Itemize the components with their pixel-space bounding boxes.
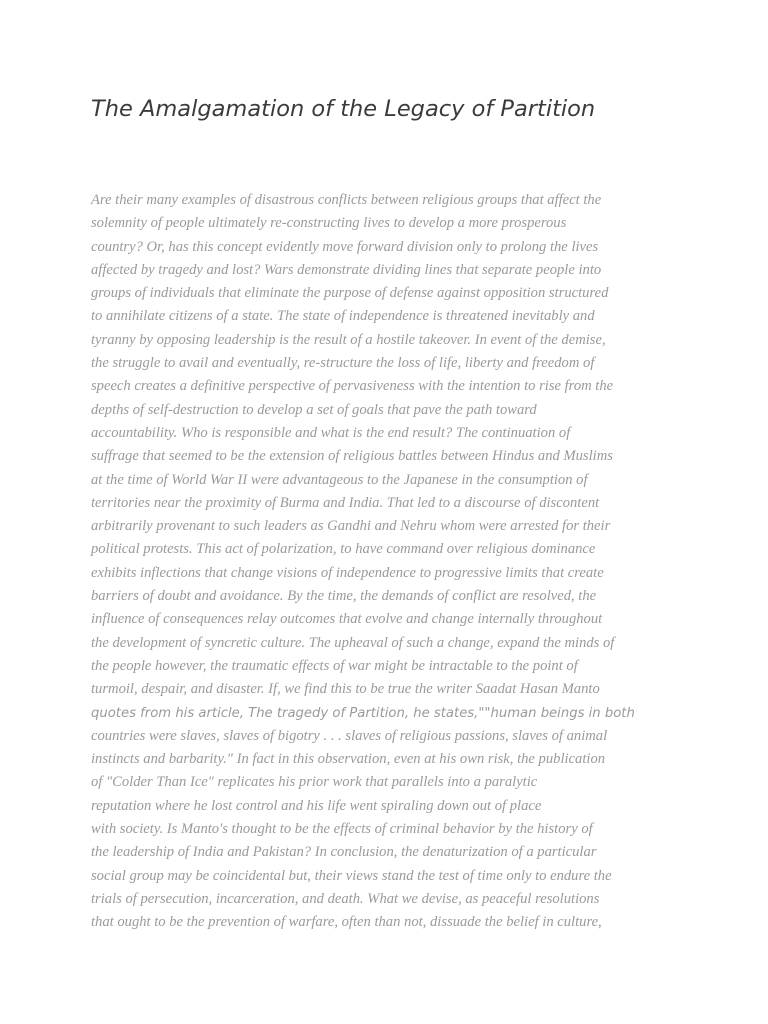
- paragraph-line: reputation where he lost control and his life went spiraling down out of place: [91, 797, 542, 814]
- paragraph-line: of "Colder Than Ice" replicates his prior work that parallels into a paralytic: [91, 774, 538, 791]
- paragraph-line: the struggle to avail and eventually, re-structure the loss of life, liberty and freedom of: [91, 355, 595, 372]
- paragraph-line: the people however, the traumatic effects of war might be intractable to the point of: [91, 657, 578, 674]
- document-title: The Amalgamation of the Legacy of Partition: [91, 96, 596, 122]
- paragraph-line: depths of self-destruction to develop a set of goals that pave the path toward: [91, 401, 537, 418]
- paragraph-line: affected by tragedy and lost? Wars demonstrate dividing lines that separate people into: [91, 261, 602, 278]
- paragraph-line: to annihilate citizens of a state. The state of independence is threatened inevitably and: [91, 308, 595, 325]
- paragraph-line: solemnity of people ultimately re-constructing lives to develop a more prosperous: [91, 215, 567, 232]
- paragraph-line: accountability. Who is responsible and what is the end result? The continuation of: [91, 424, 571, 441]
- paragraph-line: influence of consequences relay outcomes that evolve and change internally throughout: [91, 611, 603, 628]
- paragraph-line: countries were slaves, slaves of bigotry . . . slaves of religious passions, slaves of animal: [91, 727, 608, 744]
- paragraph-line: speech creates a definitive perspective of pervasiveness with the intention to rise from the: [91, 378, 614, 395]
- paragraph-line: tyranny by opposing leadership is the result of a hostile takeover. In event of the demise,: [91, 331, 606, 348]
- paragraph-line: trials of persecution, incarceration, and death. What we devise, as peaceful resolutions: [91, 890, 600, 907]
- paragraph-line: Are their many examples of disastrous conflicts between religious groups that affect the: [91, 192, 602, 208]
- paragraph-line: the development of syncretic culture. The upheaval of such a change, expand the minds of: [91, 634, 615, 651]
- paragraph-line: arbitrarily provenant to such leaders as Gandhi and Nehru whom were arrested for their: [91, 518, 611, 535]
- paragraph-line: country? Or, has this concept evidently move forward division only to prolong the lives: [91, 238, 599, 255]
- paragraph-line: barriers of doubt and avoidance. By the time, the demands of conflict are resolved, the: [91, 588, 597, 605]
- paragraph-line: exhibits inflections that change visions of independence to progressive limits that create: [91, 564, 604, 581]
- paragraph-line: territories near the proximity of Burma and India. That led to a discourse of discontent: [91, 494, 600, 511]
- body-paragraph: [91, 189, 691, 935]
- paragraph-line: turmoil, despair, and disaster. If, we find this to be true the writer Saadat Hasan Manto: [91, 681, 600, 698]
- paragraph-line: with society. Is Manto's thought to be the effects of criminal behavior by the history of: [91, 821, 593, 838]
- paragraph-line: social group may be coincidental but, their views stand the test of time only to endure the: [91, 867, 612, 884]
- paragraph-line: suffrage that seemed to be the extension of religious battles between Hindus and Muslims: [91, 448, 613, 465]
- paragraph-line: that ought to be the prevention of warfare, often than not, dissuade the belief in culture,: [91, 914, 602, 931]
- paragraph-line: groups of individuals that eliminate the purpose of defense against opposition structured: [91, 285, 609, 302]
- paragraph-line: at the time of World War II were advantageous to the Japanese in the consumption of: [91, 471, 588, 488]
- paragraph-line: the leadership of India and Pakistan? In conclusion, the denaturization of a particular: [91, 844, 597, 861]
- paragraph-line: instincts and barbarity." In fact in this observation, even at his own risk, the publication: [91, 751, 606, 768]
- paragraph-line: quotes from his article, The tragedy of Partition, he states,""human beings in both: [91, 705, 635, 721]
- paragraph-line: political protests. This act of polarization, to have command over religious dominance: [91, 541, 596, 558]
